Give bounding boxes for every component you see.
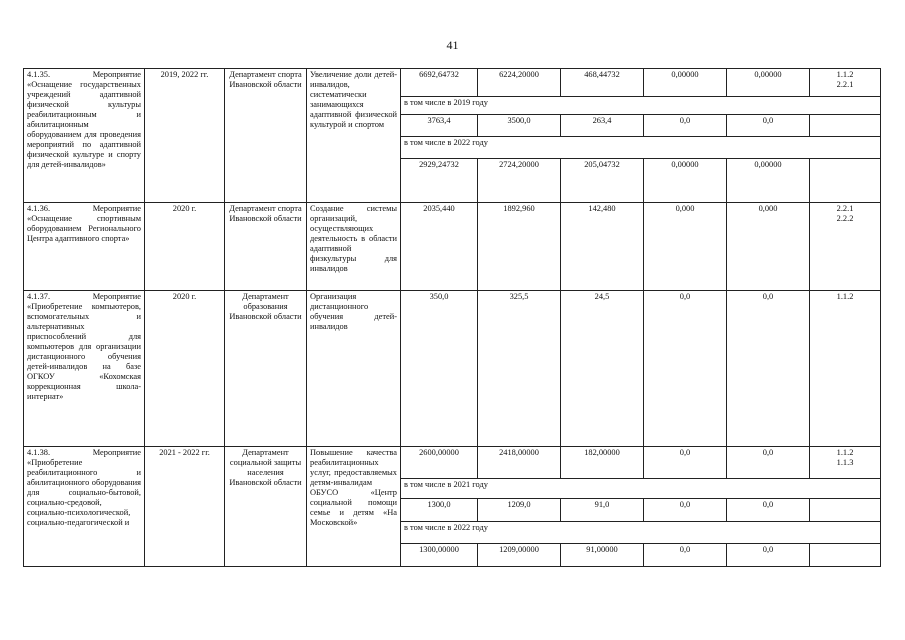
measure-executor: Департамент социальной защиты населения Ивановской области (225, 447, 307, 567)
value-other: 0,000 (727, 203, 810, 291)
measure-executor: Департамент образования Ивановской области (225, 291, 307, 447)
measure-executor: Департамент спорта Ивановской области (225, 203, 307, 291)
value-total: 2929,24732 (401, 159, 478, 203)
table-row (24, 447, 881, 479)
subperiod-label: в том числе в 2021 году (401, 479, 881, 499)
measure-title: 4.1.38. Мероприятие «Приобретение реабилитационного и абилитационного оборудования для социально-бытовой, социально-средовой, социально-психологической, социально-педагогической и (24, 447, 145, 567)
measure-result: Увеличение доли детей-инвалидов, систематически занимающихся адаптивной физической культурой и спортом (307, 69, 401, 203)
measure-years: 2019, 2022 гг. (145, 69, 225, 203)
value-federal: 2418,00000 (478, 447, 561, 479)
value-federal: 3500,0 (478, 115, 561, 137)
value-federal: 1209,0 (478, 499, 561, 522)
measure-executor: Департамент спорта Ивановской области (225, 69, 307, 203)
measure-links (810, 291, 881, 447)
measure-links (810, 69, 881, 97)
empty-cell (810, 115, 881, 137)
link-code: 1.1.2 (836, 292, 854, 301)
value-local: 0,00000 (644, 69, 727, 97)
measure-years: 2020 г. (145, 203, 225, 291)
value-other: 0,0 (727, 291, 810, 447)
value-federal: 325,5 (478, 291, 561, 447)
measure-result: Повышение качества реабилитационных услуг, предоставляемых детям-инвалидам ОБУСО «Центр социальной помощи семье и детям «На Московской» (307, 447, 401, 567)
table-row (24, 203, 881, 291)
measure-title: 4.1.36. Мероприятие «Оснащение спортивным оборудованием Регионального Центра адаптивного спорта» (24, 203, 145, 291)
value-total: 2035,440 (401, 203, 478, 291)
measure-result: Организация дистанционного обучения детей-инвалидов (307, 291, 401, 447)
link-code: 2.2.1 (836, 204, 854, 213)
value-local: 0,00000 (644, 159, 727, 203)
value-local: 0,0 (644, 544, 727, 567)
value-local: 0,0 (644, 447, 727, 479)
value-total: 1300,00000 (401, 544, 478, 567)
subperiod-label: в том числе в 2022 году (401, 522, 881, 544)
table-row (24, 291, 881, 447)
value-regional: 91,00000 (561, 544, 644, 567)
measure-result: Создание системы организаций, осуществляющих деятельность в области адаптивной физкультуры для инвалидов (307, 203, 401, 291)
value-other: 0,0 (727, 499, 810, 522)
measure-title: 4.1.35. Мероприятие «Оснащение государственных учреждений адаптивной физической культуры реабилитационным и абилитационным оборудованием для проведения мероприятий по адаптивной физической культуре и спорту для детей-инвалидов» (24, 69, 145, 203)
value-total: 2600,00000 (401, 447, 478, 479)
value-local: 0,0 (644, 499, 727, 522)
value-federal: 1209,00000 (478, 544, 561, 567)
value-regional: 205,04732 (561, 159, 644, 203)
value-regional: 24,5 (561, 291, 644, 447)
measure-years: 2020 г. (145, 291, 225, 447)
value-regional: 182,00000 (561, 447, 644, 479)
value-total: 350,0 (401, 291, 478, 447)
value-other: 0,00000 (727, 159, 810, 203)
value-total: 1300,0 (401, 499, 478, 522)
measure-links (810, 447, 881, 479)
empty-cell (810, 499, 881, 522)
value-regional: 468,44732 (561, 69, 644, 97)
value-total: 6692,64732 (401, 69, 478, 97)
value-local: 0,0 (644, 291, 727, 447)
value-local: 0,0 (644, 115, 727, 137)
value-local: 0,000 (644, 203, 727, 291)
value-regional: 142,480 (561, 203, 644, 291)
page-number: 41 (446, 38, 459, 52)
measure-title: 4.1.37. Мероприятие «Приобретение компьютеров, вспомогательных и альтернативных приспособлений для компьютеров для организации дистанционного обучения детей-инвалидов на базе ОГКОУ «Кохомская коррекционная школа-интернат» (24, 291, 145, 447)
link-code: 1.1.3 (836, 458, 854, 467)
link-code: 1.1.2 (836, 70, 854, 79)
link-code: 1.1.2 (836, 448, 854, 457)
value-other: 0,0 (727, 544, 810, 567)
empty-cell (810, 544, 881, 567)
empty-cell (810, 159, 881, 203)
measures-table (23, 68, 881, 567)
value-other: 0,0 (727, 115, 810, 137)
value-federal: 2724,20000 (478, 159, 561, 203)
link-code: 2.2.1 (836, 80, 854, 89)
measure-years: 2021 - 2022 гг. (145, 447, 225, 567)
value-total: 3763,4 (401, 115, 478, 137)
value-regional: 263,4 (561, 115, 644, 137)
subperiod-label: в том числе в 2022 году (401, 137, 881, 159)
value-other: 0,00000 (727, 69, 810, 97)
link-code: 2.2.2 (836, 214, 854, 223)
value-other: 0,0 (727, 447, 810, 479)
measure-links (810, 203, 881, 291)
table-row (24, 69, 881, 97)
value-federal: 6224,20000 (478, 69, 561, 97)
value-federal: 1892,960 (478, 203, 561, 291)
value-regional: 91,0 (561, 499, 644, 522)
subperiod-label: в том числе в 2019 году (401, 97, 881, 115)
